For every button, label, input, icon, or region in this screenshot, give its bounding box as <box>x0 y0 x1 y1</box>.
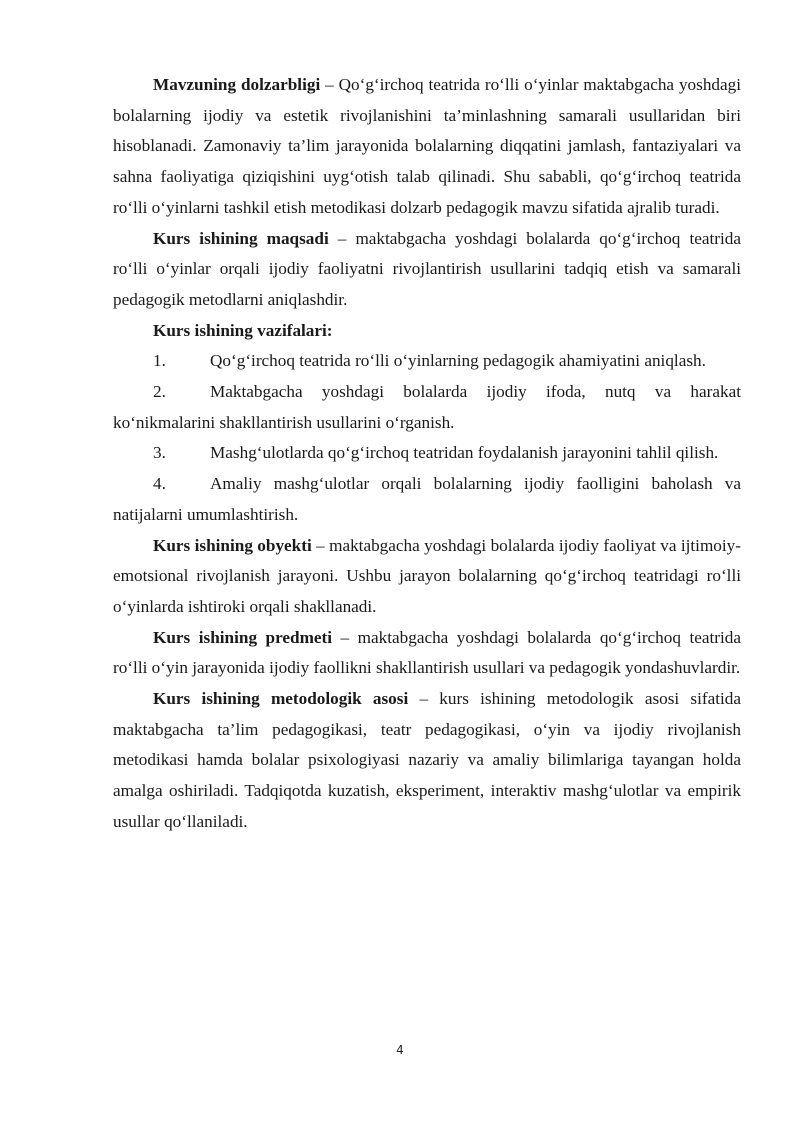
paragraph-text: – maktabgacha yoshdagi bolalarda ijodiy faoliyat va ijtimoiy-emotsional rivojlanish jarayoni. Ushbu jarayon bolalarning qo‘g‘irchoq teatridagi ro‘lli o‘yinlarda ishtiroki orqali shakllanadi. <box>113 535 741 616</box>
paragraph-text: – Qo‘g‘irchoq teatrida ro‘lli o‘yinlar maktabgacha yoshdagi bolalarning ijodiy va estetik rivojlanishini ta’minlashning samarali usullaridan biri hisoblanadi. Zamonaviy ta’lim jarayonida bolalarning diqqatini jamlash, fantaziyalari va sahna faoliyatiga qiziqishini uyg‘otish talab qilinadi. Shu sababli, qo‘g‘irchoq teatrida ro‘lli o‘yinlarni tashkil etish metodikasi dolzarb pedagogik mavzu sifatida ajralib turadi. <box>113 75 742 217</box>
paragraph-lead: Kurs ishining vazifalari: <box>153 320 333 340</box>
task-number: 1. <box>153 351 166 371</box>
page-number: 4 <box>396 1043 404 1057</box>
task-text: Qo‘g‘irchoq teatrida ro‘lli o‘yinlarning pedagogik ahamiyatini aniqlash. <box>210 351 706 371</box>
paragraph-lead: Kurs ishining metodologik asosi <box>153 689 409 709</box>
paragraph-text: – maktabgacha yoshdagi bolalarda qo‘g‘irchoq teatrida ro‘lli o‘yin jarayonida ijodiy faollikni shakllantirish usullari va pedagogik yondashuvlardir. <box>113 627 741 678</box>
task-item <box>113 469 741 530</box>
document-page <box>113 70 741 838</box>
paragraph-dolzarblik <box>113 70 741 224</box>
paragraph-vazifalar-heading <box>113 316 741 347</box>
task-text: Amaliy mashg‘ulotlar orqali bolalarning ijodiy faolligini baholash va natijalarni umumlashtirish. <box>113 474 741 524</box>
task-item <box>113 438 741 469</box>
paragraph-text: – maktabgacha yoshdagi bolalarda qo‘g‘irchoq teatrida ro‘lli o‘yinlar orqali ijodiy faoliyatni rivojlantirish usullarini tadqiq etish va samarali pedagogik metodlarni aniqlashdir. <box>113 228 741 309</box>
paragraph-text: – kurs ishining metodologik asosi sifatida maktabgacha ta’lim pedagogikasi, teatr pedagogikasi, o‘yin va ijodiy rivojlanish metodikasi hamda bolalar psixologiyasi nazariy va amaliy bilimlariga tayangan holda amalga oshiriladi. Tadqiqotda kuzatish, eksperiment, interaktiv mashg‘ulotlar va empirik usullar qo‘llaniladi. <box>113 689 741 831</box>
paragraph-lead: Kurs ishining obyekti <box>153 535 312 555</box>
task-number: 2. <box>153 382 166 402</box>
paragraph-lead: Mavzuning dolzarbligi <box>153 75 321 94</box>
task-text: Maktabgacha yoshdagi bolalarda ijodiy ifoda, nutq va harakat ko‘nikmalarini shakllantirish usullarini o‘rganish. <box>113 382 741 432</box>
task-number: 3. <box>153 443 166 463</box>
task-number: 4. <box>153 474 166 494</box>
paragraph-lead: Kurs ishining maqsadi <box>153 228 329 248</box>
task-item <box>113 377 741 438</box>
task-text: Mashg‘ulotlarda qo‘g‘irchoq teatridan foydalanish jarayonini tahlil qilish. <box>210 443 719 463</box>
task-item <box>113 346 741 377</box>
paragraph-predmet <box>113 623 741 684</box>
paragraph-obyekt <box>113 531 741 623</box>
paragraph-maqsad <box>113 224 741 316</box>
paragraph-lead: Kurs ishining predmeti <box>153 627 333 647</box>
paragraph-metodologiya <box>113 684 741 838</box>
